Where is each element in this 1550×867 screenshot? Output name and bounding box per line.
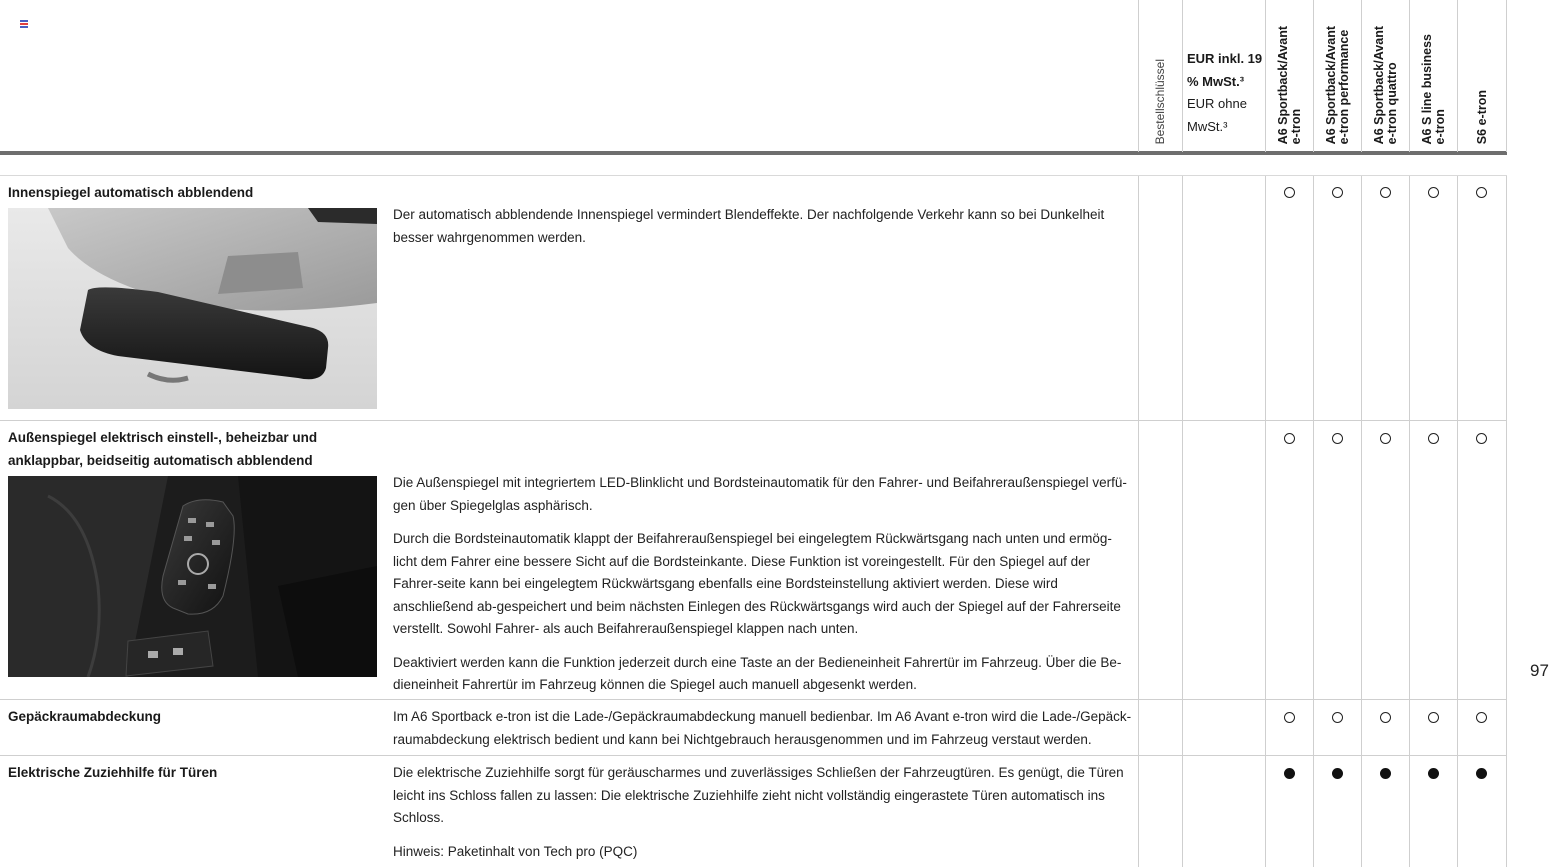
desc-paragraph: Deaktiviert werden kann die Funktion jederzeit durch eine Taste an der Bedieneinheit Fahrertür im Fahrzeug. Über die Be-dieneinheit Fahrertür im Fahrzeug können die Spiegel auch manuell abgesenkt werden. xyxy=(393,654,1122,692)
availability-mark xyxy=(1428,768,1439,779)
availability-mark xyxy=(1332,187,1343,198)
row-desc-luggage-cover xyxy=(393,706,1133,762)
col-line xyxy=(1506,0,1507,152)
desc-paragraph: Die Außenspiegel mit integriertem LED-Blinklicht und Bordsteinautomatik für den Fahrer- und Beifahreraußenspiegel verfü-gen über Spiegelglas asphärisch. xyxy=(393,475,1127,513)
availability-mark xyxy=(1284,433,1295,444)
col-line xyxy=(1361,0,1362,152)
availability-mark xyxy=(1476,768,1487,779)
header-model-1: A6 Sportback/Avant e-tron xyxy=(1276,25,1303,144)
table-header xyxy=(0,0,1507,152)
availability-mark xyxy=(1284,768,1295,779)
col-line xyxy=(1313,0,1314,152)
availability-mark xyxy=(1284,187,1295,198)
col-line xyxy=(1506,176,1507,867)
row-desc-interior-mirror xyxy=(393,204,1133,260)
availability-mark xyxy=(1332,768,1343,779)
desc-paragraph: Durch die Bordsteinautomatik klappt der Beifahreraußenspiegel bei eingelegtem Rückwärtsgang nach unten und ermög-licht dem Fahrer eine bessere Sicht auf die Bordsteinkante. Diese Funktion ist voreingestellt. Für den Spiegel auf der Fahrer-seite kann bei eingelegtem Rückwärtsgang ebenfalls eine Bordsteinstellung aktiviert werden. Diese wird anschließend ab-gespeichert und beim nächsten Einlegen des Rückwärtsgangs wird auch der Spiegel auf der Fahrerseite verstellt. Sowohl Fahrer- als auch Beifahreraußenspiegel klappen nach unten. xyxy=(393,531,1121,636)
availability-mark xyxy=(1332,712,1343,723)
availability-mark xyxy=(1380,433,1391,444)
header-price xyxy=(1187,48,1265,138)
col-line xyxy=(1313,176,1314,867)
col-line xyxy=(1265,0,1266,152)
row-title-soft-close: Elektrische Zuziehhilfe für Türen xyxy=(8,765,218,780)
interior-mirror-image xyxy=(8,208,377,409)
header-order-key: Bestellschlüssel xyxy=(1153,58,1167,144)
row-divider xyxy=(0,420,1507,421)
col-line xyxy=(1182,176,1183,867)
availability-mark xyxy=(1284,712,1295,723)
desc-paragraph: Die elektrische Zuziehhilfe sorgt für geräuscharmes und zuverlässiges Schließen der Fahrzeugtüren. Es genügt, die Türen leicht ins Schloss fallen zu lassen: Die elektrische Zuziehhilfe zieht nicht vollständig eingerastete Türen automatisch ins Schloss. xyxy=(393,765,1124,825)
desc-paragraph: Der automatisch abblendende Innenspiegel vermindert Blendeffekte. Der nachfolgende Verkehr kann so bei Dunkelheit besser wahrgenommen werden. xyxy=(393,207,1105,245)
header-model-2: A6 Sportback/Avant e-tron performance xyxy=(1324,25,1351,144)
desc-paragraph: Im A6 Sportback e-tron ist die Lade-/Gepäckraumabdeckung manuell bedienbar. Im A6 Avant e-tron wird die Lade-/Gepäck-raumabdeckung elektrisch bedient und kann bei Nichtgebrauch herausgenommen und im Fahrzeug verstaut werden. xyxy=(393,709,1132,747)
door-controls-image xyxy=(8,476,377,677)
availability-mark xyxy=(1476,712,1487,723)
header-divider xyxy=(0,151,1507,155)
row-title-exterior-mirror: Außenspiegel elektrisch einstell-, beheizbar und anklappbar, beidseitig automatisch abblendend xyxy=(8,430,318,468)
col-line xyxy=(1138,0,1139,152)
header-model-4: A6 S line business e-tron xyxy=(1420,33,1447,144)
availability-mark xyxy=(1380,187,1391,198)
header-model-5: S6 e-tron xyxy=(1475,89,1489,144)
col-line xyxy=(1457,176,1458,867)
col-line xyxy=(1409,176,1410,867)
header-price-net: EUR ohne MwSt.³ xyxy=(1187,96,1247,134)
desc-paragraph: Hinweis: Paketinhalt von Tech pro (PQC) xyxy=(393,843,638,859)
availability-mark xyxy=(1428,187,1439,198)
header-divider-thin xyxy=(0,175,1507,176)
col-line xyxy=(1182,0,1183,152)
availability-mark xyxy=(1380,768,1391,779)
availability-mark xyxy=(1380,712,1391,723)
header-model-3: A6 Sportback/Avant e-tron quattro xyxy=(1372,25,1399,144)
row-desc-exterior-mirror xyxy=(393,472,1133,708)
col-line xyxy=(1457,0,1458,152)
row-divider xyxy=(0,755,1507,756)
page-number: 97 xyxy=(1530,661,1549,680)
col-line xyxy=(1409,0,1410,152)
col-line xyxy=(1361,176,1362,867)
row-divider xyxy=(0,699,1507,700)
availability-mark xyxy=(1428,712,1439,723)
header-price-gross: EUR inkl. 19 % MwSt.³ xyxy=(1187,51,1263,89)
availability-mark xyxy=(1332,433,1343,444)
col-line xyxy=(1265,176,1266,867)
row-desc-soft-close xyxy=(393,762,1133,867)
availability-mark xyxy=(1428,433,1439,444)
availability-mark xyxy=(1476,187,1487,198)
availability-mark xyxy=(1476,433,1487,444)
col-line xyxy=(1138,176,1139,867)
row-title-luggage-cover: Gepäckraumabdeckung xyxy=(8,709,162,724)
row-title-interior-mirror: Innenspiegel automatisch abblendend xyxy=(8,185,254,200)
